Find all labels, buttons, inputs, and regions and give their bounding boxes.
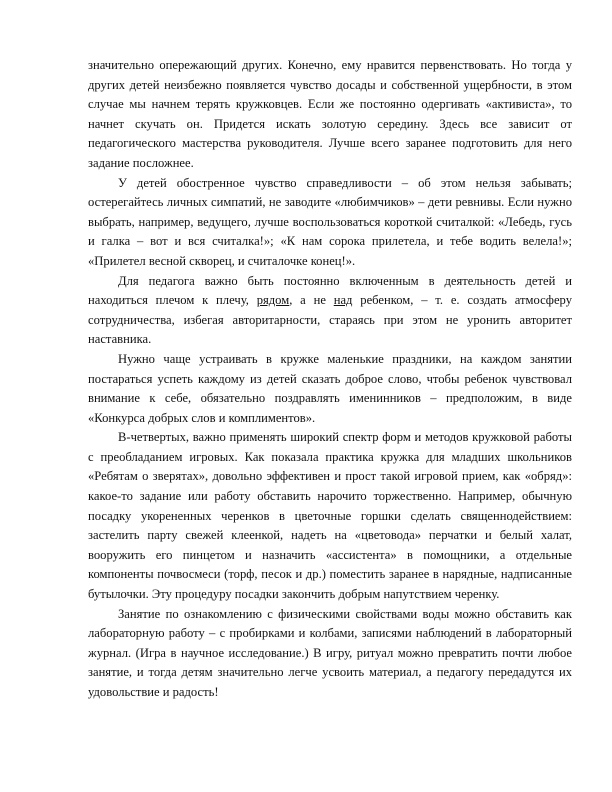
document-body bbox=[88, 56, 572, 703]
paragraph-3-part-a: Для педагога важно быть постоянно включенным в деятельность детей и находиться плечом к плечу, bbox=[88, 273, 572, 308]
paragraph-3 bbox=[88, 272, 572, 350]
paragraph-3-part-c: ребенком, – т. е. создать атмосферу сотрудничества, избегая авторитарности, стараясь при этом не уронить авторитет наставника. bbox=[88, 293, 572, 347]
paragraph-1: значительно опережающий других. Конечно, ему нравится первенствовать. Но тогда у других детей неизбежно появляется чувство досады и собственной ущербности, в этом случае мы начнем терять кружковцев. Если же постоянно одергивать «активиста», то начнет скучать он. Придется искать золотую середину. Здесь все зависит от педагогического мастерства руководителя. Лучше всего заранее подготовить для него задание посложнее. bbox=[88, 58, 572, 170]
paragraph-5: В-четвертых, важно применять широкий спектр форм и методов кружковой работы с преобладанием игровых. Как показала практика кружка для младших школьников «Ребятам о зверятах», довольно эффективен и прост такой игровой прием, как «обряд»: какое-то задание или работу обставить нарочито торжественно. Например, обычную посадку укорененных черенков в цветочные горшки сделать священнодействием: застелить парту свежей клеенкой, надеть на «цветовода» перчатки и белый халат, вооружить его пинцетом и назначить «ассистента» в помощники, а отдельные компоненты почвосмеси (торф, песок и др.) поместить заранее в нарядные, надписанные бутылочки. Эту процедуру посадки закончить добрым напутствием черенку. bbox=[88, 430, 572, 602]
paragraph-4: Нужно чаще устраивать в кружке маленькие праздники, на каждом занятии постараться успеть каждому из детей сказать доброе слово, чтобы ребенок чувствовал внимание к себе, обязательно поздравлять именинников – предположим, в виде «Конкурса добрых слов и комплиментов». bbox=[88, 351, 572, 425]
paragraph-6: Занятие по ознакомлению с физическими свойствами воды можно обставить как лабораторную работу – с пробирками и колбами, записями наблюдений в лабораторный журнал. (Игра в научное исследование.) В игру, ритуал можно превратить почти любое занятие, и тогда детям значительно легче усвоить материал, а педагогу передадутся их удовольствие и радость! bbox=[88, 606, 572, 699]
underlined-word-ryadom: рядом bbox=[256, 293, 290, 308]
paragraph-2: У детей обостренное чувство справедливости – об этом нельзя забывать; остерегайтесь личных симпатий, не заводите «любимчиков» – дети ревнивы. Если нужно выбрать, например, ведущего, лучше воспользоваться короткой считалкой: «Лебедь, гусь и галка – вот и вся считалка!»; «К нам сорока прилетела, и тебе водить велела!»; «Прилетел весной скворец, и считалочке конец!». bbox=[88, 175, 572, 268]
paragraph-3-part-b: , а не bbox=[289, 293, 334, 308]
underlined-word-nad: над bbox=[333, 293, 353, 308]
